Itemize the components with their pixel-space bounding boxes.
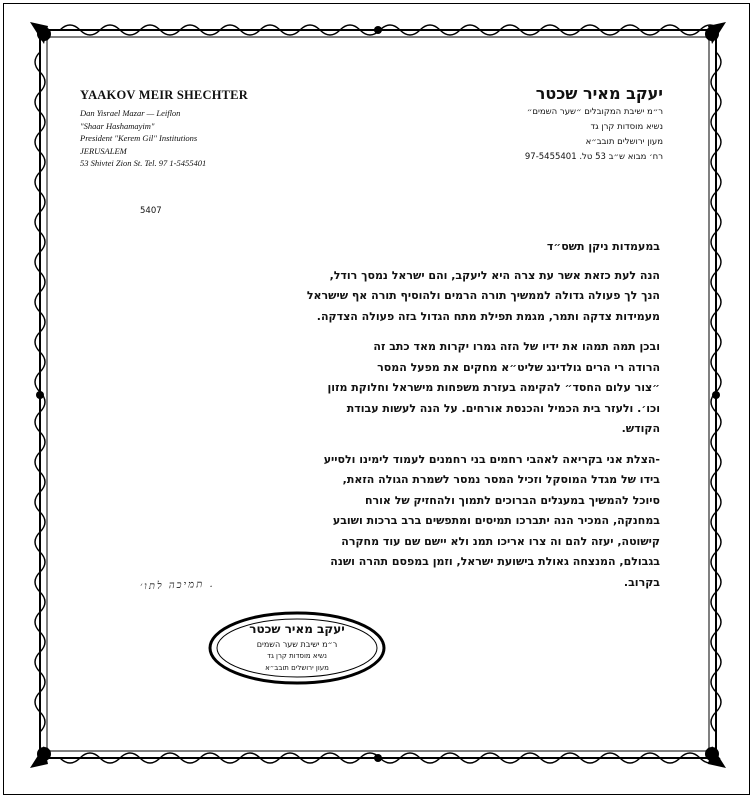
letterhead-hebrew-line: רח׳ מבוא ש״ב 53 טל. 97-5455401 bbox=[524, 152, 663, 162]
body-line: סיוכל להמשיך במעגלים הברוכים לתמוך ולהחזיק של אורח bbox=[364, 493, 660, 507]
signature: תמיכה לתו׳ . bbox=[139, 578, 215, 593]
body-line: בגבולם, המנצחה גאולת בישועת ישראל, וזמן במפסם תהרה ושנה bbox=[330, 555, 660, 568]
body-line: ובכן תמה תמהו את ידיו של הזה גמרו יקרות מאד כתב זה bbox=[373, 340, 660, 353]
stamp-line: ר״מ ישיבת שער השמים bbox=[256, 640, 338, 649]
body-line: בקרוב. bbox=[623, 575, 660, 589]
body-line: במחנקה, המכיר הנה יתברכו תמיסים ומתפשים ברב ברכות ושובע bbox=[332, 514, 660, 527]
letterhead-hebrew bbox=[403, 84, 663, 165]
body-line: בידו של מגדל המוסקל וזכיל המסר נמסר לשמרת הגולה הזאת, bbox=[342, 473, 660, 486]
letterhead-english-line: President "Kerem Gil" Institutions bbox=[80, 133, 198, 143]
letterhead-english-line: JERUSALEM bbox=[80, 145, 127, 156]
letterhead-english-line: Dan Yisrael Mazar — Leiflon bbox=[80, 108, 181, 118]
stamp-line: נשיא מוסדות קרן גד bbox=[267, 652, 327, 660]
letterhead-hebrew-line: מעון ירושלים תובב״א bbox=[585, 137, 663, 147]
body-line: ״צור עלום החסד״ להקימה בעזרת משפחות מישראל וחלוקת מזון bbox=[327, 381, 660, 394]
stamp-line: מעון ירושלים תובב״א bbox=[265, 664, 329, 672]
letterhead-english-line: 53 Shivtei Zion St. Tel. 97 1-5455401 bbox=[80, 158, 207, 168]
letterhead-hebrew-line: ר״מ ישיבת המקובלים ״שער השמים״ bbox=[526, 107, 663, 117]
letter-opening: במעמדות ניקן תשס״ד bbox=[546, 240, 660, 253]
stamp-text bbox=[207, 610, 387, 686]
body-line: הרודה רי הרים גולדינג שליט״א מחקים את מפעל המסר bbox=[377, 360, 660, 374]
letterhead-english-name: YAAKOV MEIR SHECHTER bbox=[80, 88, 248, 102]
letterhead-english bbox=[80, 88, 310, 170]
stamp-title: יעקב מאיר שכטר bbox=[249, 622, 345, 636]
letterhead-english-line: "Shaar Hashamayim" bbox=[80, 120, 155, 131]
body-line: הנך לך פעולה גדולה לממשיך תורה הרמים ולהוסיף תורה אף שישראל bbox=[306, 289, 660, 302]
body-line: וכו׳. ולעזר בית הכמיל והכנסת אורחים. על הנה לעשות עבודת bbox=[346, 401, 660, 415]
paragraph bbox=[100, 337, 660, 440]
letterhead-hebrew-line: נשיא מוסדות קרן גד bbox=[590, 122, 663, 132]
paragraph bbox=[100, 266, 660, 328]
letter-date: 5407 bbox=[140, 206, 162, 216]
body-line: הנה לעת כזאת אשר עת צרה היא ליעקב, והם ישראל נמסך רודל, bbox=[329, 268, 660, 282]
body-line: הקודש. bbox=[621, 422, 660, 435]
paragraph bbox=[100, 450, 660, 594]
body-line: מעמידות צדקה ותמר, מגמת תפילת מתח הגדול בזה פעולה הצדקה. bbox=[316, 309, 660, 323]
body-line: קישוטה, יעזה להם וה צרו אריכו תמנ ולא יישם שם עוד מחקרה bbox=[341, 534, 660, 548]
body-line: -הצלת אני בקריאה לאהבי רחמים בני רחמנים לעמוד לימינו ולסייע bbox=[323, 452, 660, 466]
letterhead-hebrew-name: יעקב מאיר שכטר bbox=[535, 84, 663, 103]
rabbinical-stamp bbox=[207, 610, 387, 686]
letter-body bbox=[100, 237, 660, 593]
